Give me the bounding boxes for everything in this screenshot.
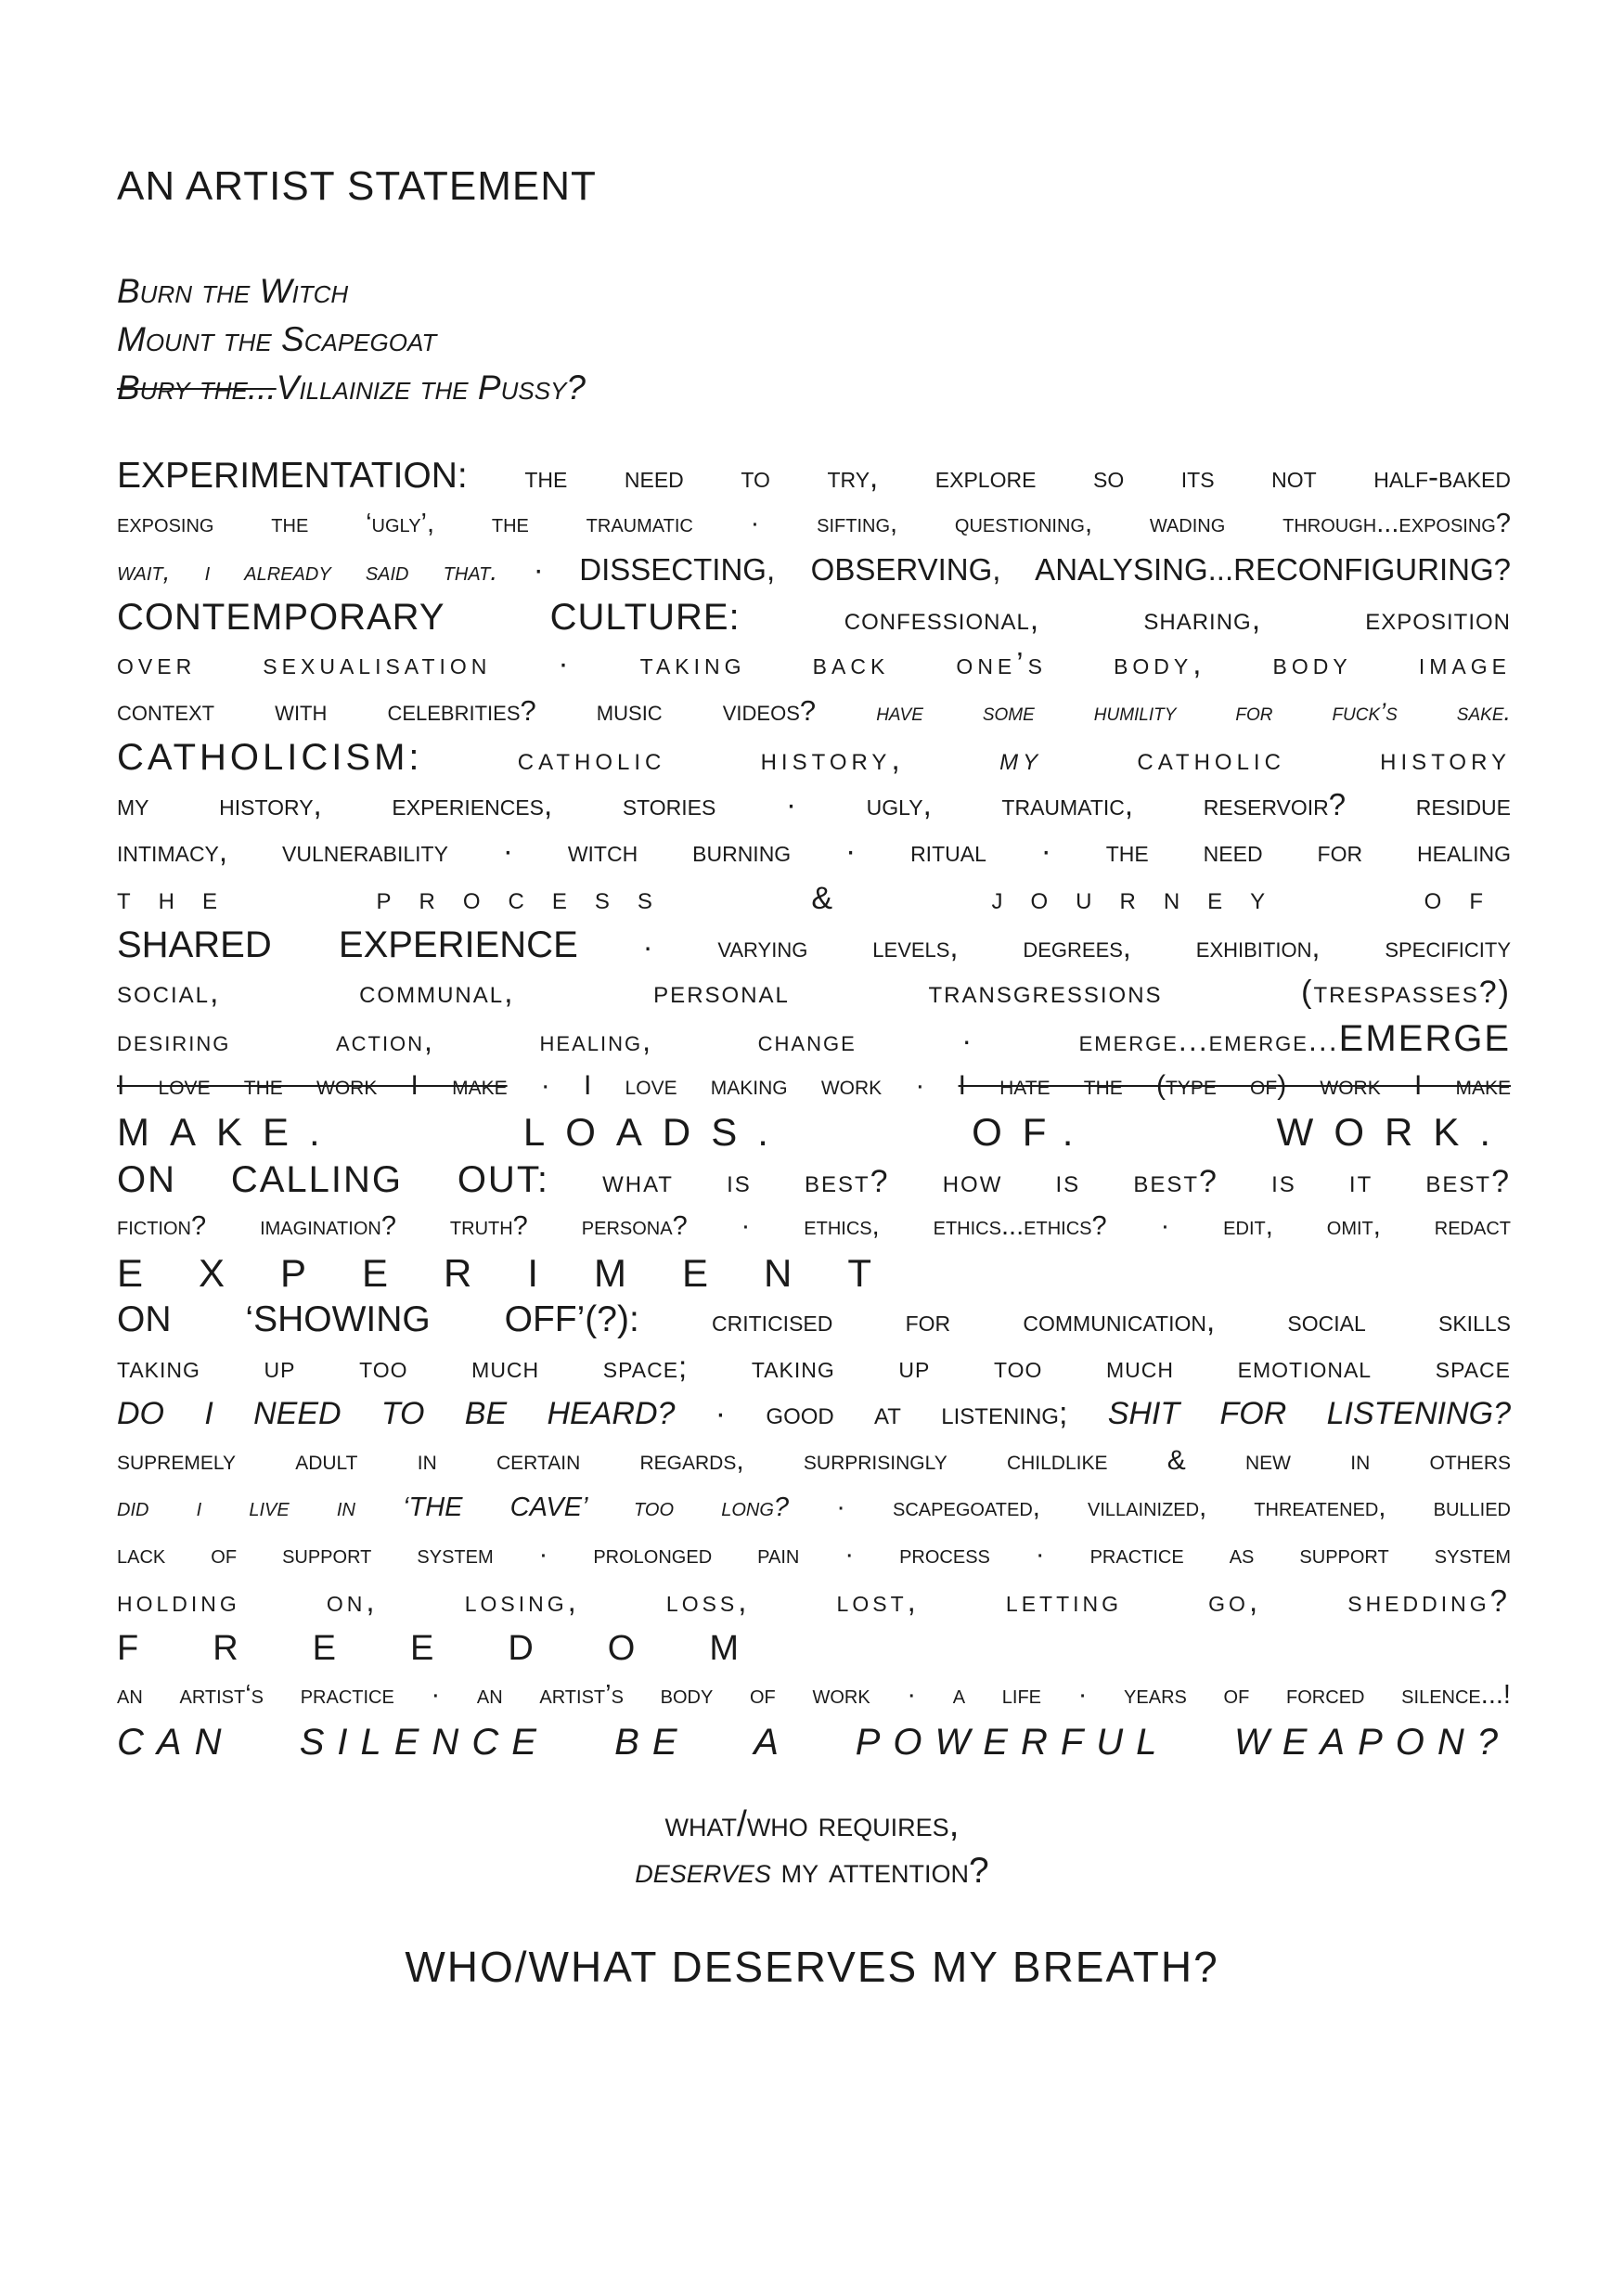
statement-line-25: holding on, losing, loss, lost, letting go, shedding? [117, 1583, 1511, 1618]
verse-line-2: Mount the Scapegoat [117, 320, 437, 358]
statement-line-9: intimacy, vulnerability · witch burning · ritual · the need for healing [117, 833, 1511, 868]
struck-phrase: I love the work I make [117, 1069, 508, 1101]
closing-line-2: deserves my attention? [635, 1851, 989, 1891]
statement-line-21: DO I NEED TO BE HEARD? · good at listening; SHIT FOR LISTENING? [117, 1396, 1511, 1431]
statement-line-22: supremely adult in certain regards, surprisingly childlike & new in others [117, 1444, 1511, 1476]
statement-line-11: SHARED EXPERIENCE · varying levels, degrees, exhibition, specificity [117, 924, 1511, 965]
closing-line-1: what/who requires, [664, 1804, 960, 1844]
struck-phrase: I hate the (type of) work I make [958, 1069, 1511, 1101]
statement-line-1: EXPERIMENTATION: the need to try, explore so its not half-baked [117, 456, 1511, 496]
statement-line-5: over sexualisation · taking back one’s body, body image [117, 646, 1511, 680]
document-title: AN ARTIST STATEMENT [117, 163, 597, 209]
struck-phrase: Bury the... [117, 368, 277, 407]
statement-line-28: CAN SILENCE BE A POWERFUL WEAPON? [117, 1721, 1511, 1763]
statement-line-15: MAKE. LOADS. OF. WORK. [117, 1110, 1511, 1154]
statement-line-26: FREEDOM [117, 1628, 813, 1668]
statement-line-18: EXPERIMENT [117, 1250, 928, 1295]
statement-line-7: CATHOLICISM: catholic history, my catholic history [117, 737, 1511, 778]
statement-line-19: ON ‘SHOWING OFF’(?): criticised for communication, social skills [117, 1299, 1511, 1339]
statement-line-10: the process & journey of [117, 880, 1511, 916]
statement-line-20: taking up too much space; taking up too much emotional space [117, 1349, 1511, 1384]
statement-line-13: desiring action, healing, change · emerge...emerge...EMERGE [117, 1018, 1511, 1059]
statement-line-14: I love the work I make · I love making work · I hate the (type of) work I make [117, 1069, 1511, 1101]
statement-line-23: did i live in ‘THE CAVE’ too long? · scapegoated, villainized, threatened, bullied [117, 1492, 1511, 1522]
statement-line-3: wait, i already said that. · DISSECTING, OBSERVING, ANALYSING...RECONFIGURING? [117, 552, 1511, 587]
statement-line-17: fiction? imagination? truth? persona? · ethics, ethics...ethics? · edit, omit, redact [117, 1211, 1511, 1241]
verse-line-3 [117, 364, 586, 412]
statement-line-24: lack of support system · prolonged pain · process · practice as support system [117, 1539, 1511, 1570]
statement-line-27: an artist‘s practice · an artist’s body of work · a life · years of forced silence...! [117, 1680, 1511, 1710]
statement-line-12: social, communal, personal transgressions (trespasses?) [117, 974, 1511, 1010]
verse-line-1: Burn the Witch [117, 272, 349, 310]
verse-line-3-rest: Villainize the Pussy? [276, 368, 586, 407]
opening-verse [117, 267, 586, 412]
closing-question: WHO/WHAT DESERVES MY BREATH? [405, 1943, 1219, 1991]
statement-body [117, 453, 1511, 1765]
statement-line-2: exposing the ‘ugly’, the traumatic · sifting, questioning, wading through...exposing? [117, 508, 1511, 538]
statement-line-6: context with celebrities? music videos? have some humility for fuck’s sake. [117, 693, 1511, 727]
statement-line-4: CONTEMPORARY CULTURE: confessional, sharing, exposition [117, 596, 1511, 638]
statement-line-16: ON CALLING OUT: what is best? how is best? is it best? [117, 1158, 1511, 1200]
statement-line-8: my history, experiences, stories · ugly, traumatic, reservoir? residue [117, 786, 1511, 821]
